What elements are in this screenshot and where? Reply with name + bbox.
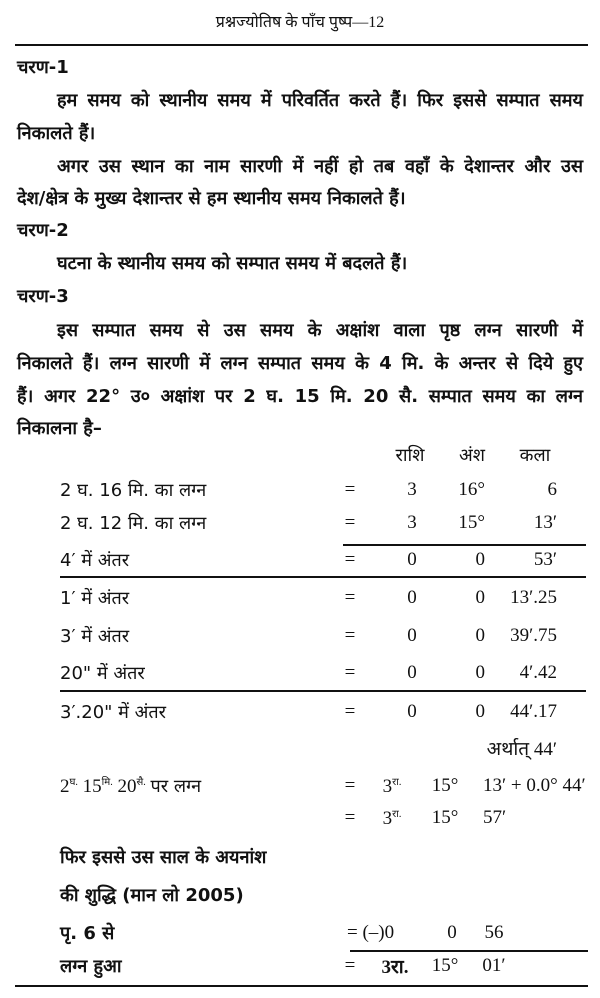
ansh-value: 0 bbox=[475, 662, 485, 683]
kala-value: 13′ bbox=[533, 512, 557, 533]
sum-rule bbox=[343, 544, 586, 546]
paragraph-line: इस सम्पात समय से उस समय के अक्षांश वाला पृष्ठ लग्न सारणी में bbox=[57, 320, 583, 341]
ansh-value: 0 bbox=[475, 701, 485, 722]
page-ref-kala: 56 bbox=[484, 922, 504, 943]
kala-value: 44′.17 bbox=[510, 701, 557, 722]
kala-value: 53′ bbox=[533, 549, 557, 570]
ansh-value: 16° bbox=[458, 479, 485, 500]
arthat-note: अर्थात् 44′ bbox=[486, 739, 557, 760]
equals-sign: = bbox=[344, 701, 356, 722]
row-label: 3′.20" में अंतर bbox=[60, 702, 167, 723]
ansh-value: 15° bbox=[431, 775, 459, 796]
row-label: 4′ में अंतर bbox=[60, 550, 130, 571]
row-label: 2 घ. 12 मि. का लग्न bbox=[60, 513, 207, 534]
section-heading-1: चरण-1 bbox=[17, 57, 69, 78]
lagna-time-label: $2^{घ.}$ $15^{मि.}$ $20^{सै.}$ पर लग्न bbox=[60, 776, 202, 798]
row-label: 3′ में अंतर bbox=[60, 626, 130, 647]
page-ref-ansh: 0 bbox=[447, 922, 457, 943]
paragraph-line: हम समय को स्थानीय समय में परिवर्तित करते हैं। फिर इससे सम्पात समय bbox=[57, 90, 583, 111]
ansh-value: 0 bbox=[475, 549, 485, 570]
row-label: 20" में अंतर bbox=[60, 663, 145, 684]
paragraph-line: घटना के स्थानीय समय को सम्पात समय में बदलते हैं। bbox=[57, 253, 408, 274]
equals-sign: = bbox=[344, 587, 356, 608]
kala-value: 57′ bbox=[483, 807, 507, 828]
paragraph-line: निकालते हैं। bbox=[17, 123, 96, 144]
row-label: 1′ में अंतर bbox=[60, 588, 130, 609]
rashi-value: 0 bbox=[407, 587, 417, 608]
ansh-value: 0 bbox=[475, 625, 485, 646]
rashi-value: $3^{रा.}$ bbox=[382, 808, 402, 830]
result-ansh: 15° bbox=[431, 955, 459, 976]
bottom-rule bbox=[15, 985, 588, 987]
page-ref-label: पृ. 6 से bbox=[60, 923, 115, 944]
result-kala: 01′ bbox=[482, 955, 506, 976]
ansh-value: 0 bbox=[475, 587, 485, 608]
paragraph-line: निकालते हैं। लग्न सारणी में लग्न सम्पात समय के 4 मि. के अन्तर से दिये हुए bbox=[17, 353, 583, 374]
rashi-value: 3 bbox=[407, 512, 417, 533]
sum-rule bbox=[60, 690, 586, 692]
section-heading-3: चरण-3 bbox=[17, 286, 69, 307]
column-header-ansh: अंश bbox=[459, 445, 485, 466]
rashi-value: 0 bbox=[407, 625, 417, 646]
ansh-value: 15° bbox=[458, 512, 485, 533]
equals-sign: = bbox=[344, 625, 356, 646]
result-rashi: 3रा. bbox=[381, 957, 409, 978]
ayanamsha-text: की शुद्धि (मान लो 2005) bbox=[60, 885, 244, 906]
paragraph-line: अगर उस स्थान का नाम सारणी में नहीं हो तब वहाँ के देशान्तर और उस bbox=[57, 156, 583, 177]
paragraph-line: देश/क्षेत्र के मुख्य देशान्तर से हम स्थानीय समय निकालते हैं। bbox=[17, 188, 406, 209]
header-rule bbox=[15, 44, 588, 46]
equals-sign: = bbox=[344, 955, 356, 976]
kala-value: 13′ + 0.0° 44′ bbox=[483, 775, 586, 796]
sum-rule bbox=[350, 950, 588, 952]
paragraph-line: निकालना है– bbox=[17, 418, 102, 439]
rashi-value: 0 bbox=[407, 662, 417, 683]
equals-sign: = bbox=[344, 512, 356, 533]
rashi-value: 3 bbox=[407, 479, 417, 500]
column-header-rashi: राशि bbox=[395, 445, 425, 466]
rashi-value: $3^{रा.}$ bbox=[382, 776, 402, 798]
equals-sign: = bbox=[344, 775, 356, 796]
kala-value: 13′.25 bbox=[510, 587, 557, 608]
kala-value: 4′.42 bbox=[519, 662, 557, 683]
kala-value: 39′.75 bbox=[510, 625, 557, 646]
rashi-value: 0 bbox=[407, 701, 417, 722]
ayanamsha-text: फिर इससे उस साल के अयनांश bbox=[60, 847, 267, 868]
row-label: 2 घ. 16 मि. का लग्न bbox=[60, 480, 207, 501]
rashi-value: 0 bbox=[407, 549, 417, 570]
page-ref-rashi: = (–)0 bbox=[347, 922, 395, 943]
ansh-value: 15° bbox=[431, 807, 459, 828]
kala-value: 6 bbox=[547, 479, 557, 500]
equals-sign: = bbox=[344, 479, 356, 500]
running-header: प्रश्नज्योतिष के पाँच पुष्प—12 bbox=[215, 14, 385, 31]
paragraph-line: हैं। अगर 22° उ० अक्षांश पर 2 घ. 15 मि. 20 सै. सम्पात समय का लग्न bbox=[17, 386, 583, 407]
row-rule bbox=[60, 576, 586, 578]
equals-sign: = bbox=[344, 662, 356, 683]
section-heading-2: चरण-2 bbox=[17, 220, 69, 241]
column-header-kala: कला bbox=[519, 445, 551, 466]
result-label: लग्न हुआ bbox=[60, 956, 122, 977]
equals-sign: = bbox=[344, 807, 356, 828]
equals-sign: = bbox=[344, 549, 356, 570]
